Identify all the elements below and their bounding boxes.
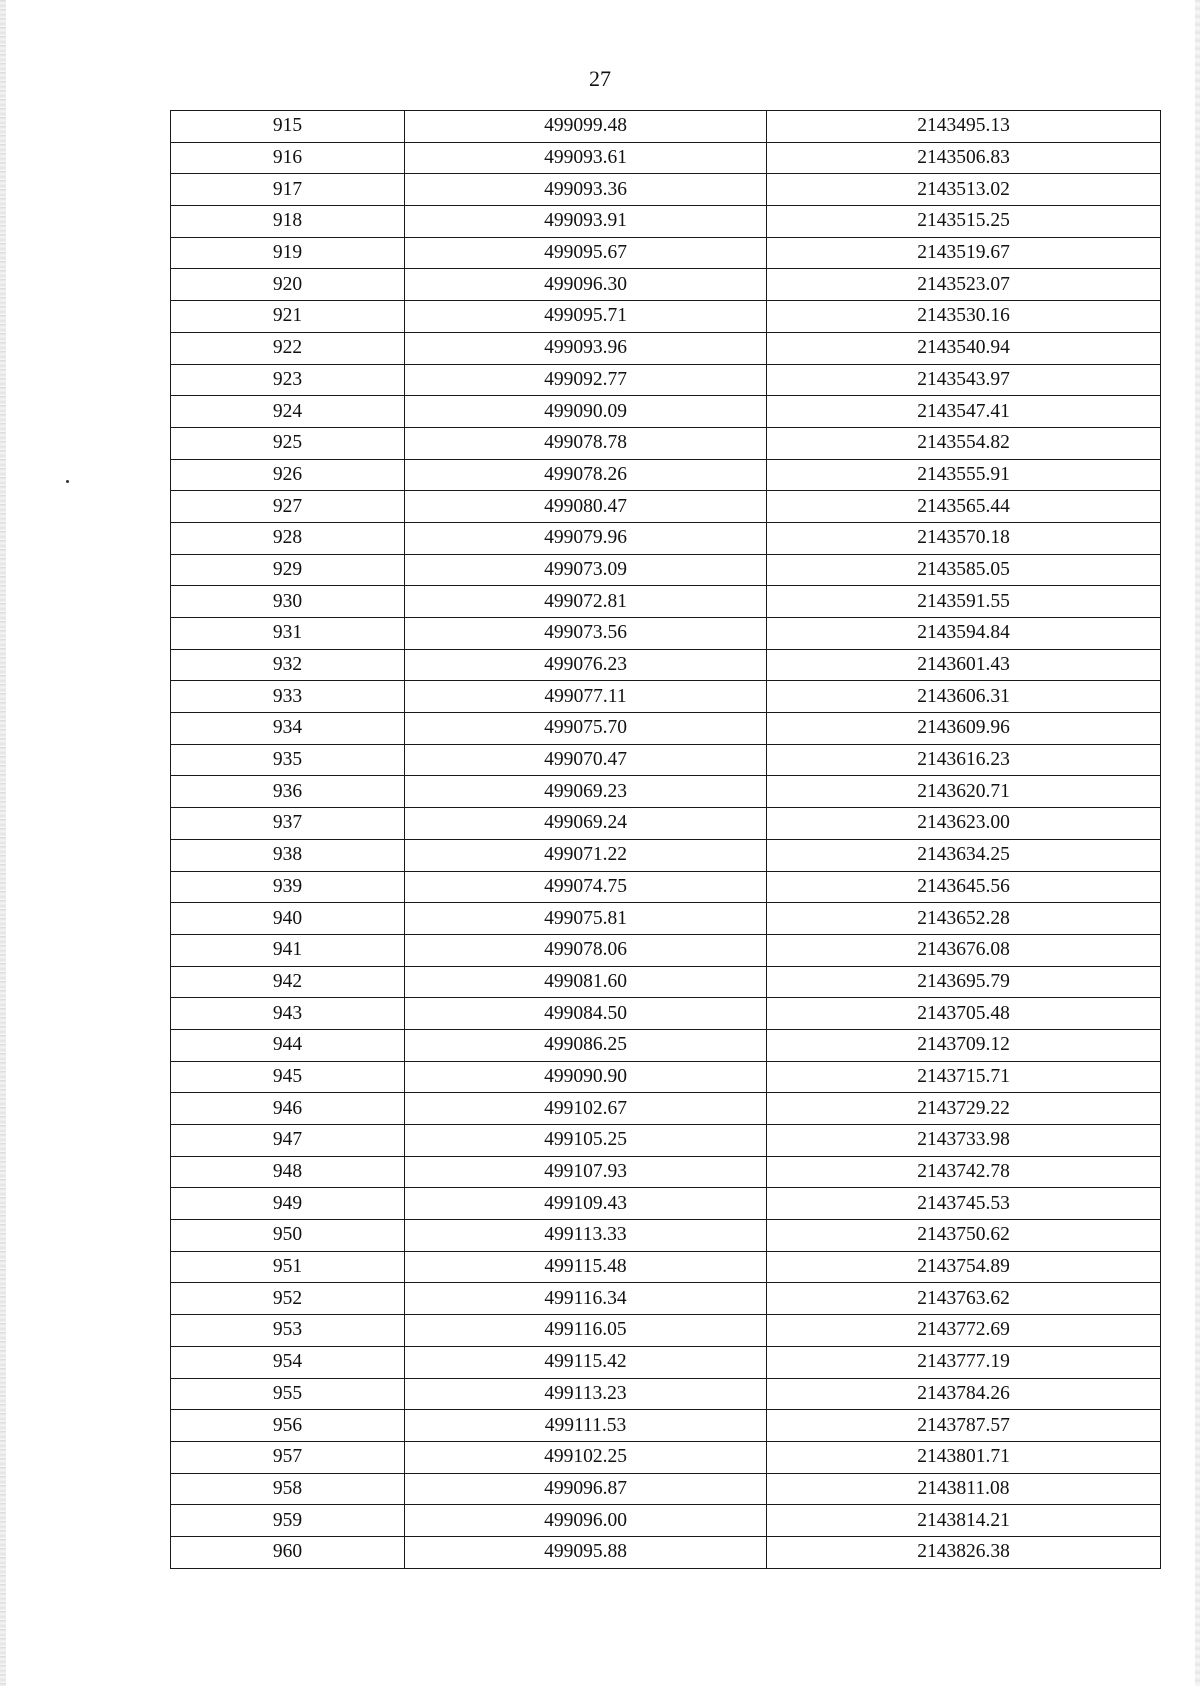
y-coordinate-cell: 2143814.21 [767, 1505, 1161, 1537]
point-number-cell: 943 [171, 998, 405, 1030]
point-number-cell: 916 [171, 142, 405, 174]
y-coordinate-cell: 2143547.41 [767, 396, 1161, 428]
point-number-cell: 944 [171, 1029, 405, 1061]
x-coordinate-cell: 499071.22 [405, 839, 767, 871]
table-row [171, 1029, 1161, 1061]
coordinates-table [170, 110, 1161, 1569]
table-row [171, 1505, 1161, 1537]
table-row [171, 427, 1161, 459]
point-number-cell: 930 [171, 586, 405, 618]
y-coordinate-cell: 2143754.89 [767, 1251, 1161, 1283]
x-coordinate-cell: 499078.06 [405, 934, 767, 966]
y-coordinate-cell: 2143523.07 [767, 269, 1161, 301]
point-number-cell: 922 [171, 332, 405, 364]
x-coordinate-cell: 499093.36 [405, 174, 767, 206]
x-coordinate-cell: 499077.11 [405, 681, 767, 713]
x-coordinate-cell: 499093.96 [405, 332, 767, 364]
point-number-cell: 956 [171, 1410, 405, 1442]
point-number-cell: 932 [171, 649, 405, 681]
y-coordinate-cell: 2143506.83 [767, 142, 1161, 174]
table-row [171, 111, 1161, 143]
point-number-cell: 941 [171, 934, 405, 966]
table-row [171, 649, 1161, 681]
point-number-cell: 920 [171, 269, 405, 301]
point-number-cell: 921 [171, 301, 405, 333]
x-coordinate-cell: 499075.70 [405, 713, 767, 745]
point-number-cell: 953 [171, 1315, 405, 1347]
point-number-cell: 931 [171, 618, 405, 650]
x-coordinate-cell: 499075.81 [405, 903, 767, 935]
table-row [171, 1188, 1161, 1220]
point-number-cell: 928 [171, 522, 405, 554]
table-row [171, 332, 1161, 364]
y-coordinate-cell: 2143715.71 [767, 1061, 1161, 1093]
coordinates-table-body [171, 111, 1161, 1569]
table-row [171, 1315, 1161, 1347]
y-coordinate-cell: 2143811.08 [767, 1473, 1161, 1505]
point-number-cell: 936 [171, 776, 405, 808]
table-row [171, 1283, 1161, 1315]
x-coordinate-cell: 499076.23 [405, 649, 767, 681]
y-coordinate-cell: 2143784.26 [767, 1378, 1161, 1410]
x-coordinate-cell: 499113.23 [405, 1378, 767, 1410]
y-coordinate-cell: 2143801.71 [767, 1441, 1161, 1473]
x-coordinate-cell: 499084.50 [405, 998, 767, 1030]
table-row [171, 364, 1161, 396]
point-number-cell: 917 [171, 174, 405, 206]
point-number-cell: 919 [171, 237, 405, 269]
y-coordinate-cell: 2143530.16 [767, 301, 1161, 333]
y-coordinate-cell: 2143709.12 [767, 1029, 1161, 1061]
y-coordinate-cell: 2143742.78 [767, 1156, 1161, 1188]
y-coordinate-cell: 2143750.62 [767, 1220, 1161, 1252]
y-coordinate-cell: 2143515.25 [767, 206, 1161, 238]
x-coordinate-cell: 499096.87 [405, 1473, 767, 1505]
x-coordinate-cell: 499113.33 [405, 1220, 767, 1252]
x-coordinate-cell: 499116.34 [405, 1283, 767, 1315]
table-row [171, 618, 1161, 650]
table-row [171, 966, 1161, 998]
point-number-cell: 934 [171, 713, 405, 745]
x-coordinate-cell: 499078.26 [405, 459, 767, 491]
point-number-cell: 942 [171, 966, 405, 998]
table-row [171, 744, 1161, 776]
table-row [171, 839, 1161, 871]
y-coordinate-cell: 2143540.94 [767, 332, 1161, 364]
table-row [171, 871, 1161, 903]
y-coordinate-cell: 2143733.98 [767, 1125, 1161, 1157]
y-coordinate-cell: 2143495.13 [767, 111, 1161, 143]
x-coordinate-cell: 499107.93 [405, 1156, 767, 1188]
x-coordinate-cell: 499115.42 [405, 1346, 767, 1378]
point-number-cell: 952 [171, 1283, 405, 1315]
x-coordinate-cell: 499111.53 [405, 1410, 767, 1442]
y-coordinate-cell: 2143594.84 [767, 618, 1161, 650]
point-number-cell: 933 [171, 681, 405, 713]
point-number-cell: 935 [171, 744, 405, 776]
table-row [171, 1251, 1161, 1283]
y-coordinate-cell: 2143623.00 [767, 808, 1161, 840]
x-coordinate-cell: 499069.24 [405, 808, 767, 840]
table-row [171, 1378, 1161, 1410]
x-coordinate-cell: 499095.71 [405, 301, 767, 333]
scan-edge-right [1195, 0, 1200, 1686]
y-coordinate-cell: 2143763.62 [767, 1283, 1161, 1315]
y-coordinate-cell: 2143729.22 [767, 1093, 1161, 1125]
y-coordinate-cell: 2143826.38 [767, 1536, 1161, 1568]
table-row [171, 269, 1161, 301]
x-coordinate-cell: 499073.56 [405, 618, 767, 650]
table-row [171, 1093, 1161, 1125]
x-coordinate-cell: 499099.48 [405, 111, 767, 143]
table-row [171, 554, 1161, 586]
table-row [171, 1125, 1161, 1157]
scan-edge-left [0, 0, 6, 1686]
point-number-cell: 923 [171, 364, 405, 396]
y-coordinate-cell: 2143772.69 [767, 1315, 1161, 1347]
y-coordinate-cell: 2143609.96 [767, 713, 1161, 745]
y-coordinate-cell: 2143705.48 [767, 998, 1161, 1030]
point-number-cell: 959 [171, 1505, 405, 1537]
point-number-cell: 946 [171, 1093, 405, 1125]
scan-speck [66, 480, 69, 483]
y-coordinate-cell: 2143601.43 [767, 649, 1161, 681]
y-coordinate-cell: 2143570.18 [767, 522, 1161, 554]
x-coordinate-cell: 499079.96 [405, 522, 767, 554]
x-coordinate-cell: 499086.25 [405, 1029, 767, 1061]
table-row [171, 1441, 1161, 1473]
x-coordinate-cell: 499095.67 [405, 237, 767, 269]
x-coordinate-cell: 499074.75 [405, 871, 767, 903]
x-coordinate-cell: 499096.30 [405, 269, 767, 301]
y-coordinate-cell: 2143645.56 [767, 871, 1161, 903]
table-row [171, 713, 1161, 745]
point-number-cell: 949 [171, 1188, 405, 1220]
table-row [171, 1473, 1161, 1505]
table-row [171, 934, 1161, 966]
x-coordinate-cell: 499080.47 [405, 491, 767, 523]
point-number-cell: 924 [171, 396, 405, 428]
table-row [171, 681, 1161, 713]
y-coordinate-cell: 2143695.79 [767, 966, 1161, 998]
point-number-cell: 937 [171, 808, 405, 840]
table-row [171, 522, 1161, 554]
table-row [171, 1536, 1161, 1568]
table-row [171, 586, 1161, 618]
x-coordinate-cell: 499109.43 [405, 1188, 767, 1220]
table-row [171, 174, 1161, 206]
x-coordinate-cell: 499102.67 [405, 1093, 767, 1125]
y-coordinate-cell: 2143513.02 [767, 174, 1161, 206]
x-coordinate-cell: 499093.91 [405, 206, 767, 238]
x-coordinate-cell: 499096.00 [405, 1505, 767, 1537]
x-coordinate-cell: 499069.23 [405, 776, 767, 808]
y-coordinate-cell: 2143620.71 [767, 776, 1161, 808]
point-number-cell: 955 [171, 1378, 405, 1410]
x-coordinate-cell: 499092.77 [405, 364, 767, 396]
x-coordinate-cell: 499072.81 [405, 586, 767, 618]
y-coordinate-cell: 2143554.82 [767, 427, 1161, 459]
x-coordinate-cell: 499090.90 [405, 1061, 767, 1093]
table-row [171, 903, 1161, 935]
table-row [171, 808, 1161, 840]
x-coordinate-cell: 499078.78 [405, 427, 767, 459]
point-number-cell: 950 [171, 1220, 405, 1252]
table-row [171, 237, 1161, 269]
x-coordinate-cell: 499095.88 [405, 1536, 767, 1568]
y-coordinate-cell: 2143676.08 [767, 934, 1161, 966]
point-number-cell: 958 [171, 1473, 405, 1505]
x-coordinate-cell: 499090.09 [405, 396, 767, 428]
x-coordinate-cell: 499073.09 [405, 554, 767, 586]
y-coordinate-cell: 2143787.57 [767, 1410, 1161, 1442]
x-coordinate-cell: 499116.05 [405, 1315, 767, 1347]
table-row [171, 1346, 1161, 1378]
y-coordinate-cell: 2143585.05 [767, 554, 1161, 586]
page-number: 27 [589, 66, 611, 91]
point-number-cell: 947 [171, 1125, 405, 1157]
y-coordinate-cell: 2143745.53 [767, 1188, 1161, 1220]
y-coordinate-cell: 2143616.23 [767, 744, 1161, 776]
x-coordinate-cell: 499081.60 [405, 966, 767, 998]
point-number-cell: 927 [171, 491, 405, 523]
table-row [171, 396, 1161, 428]
y-coordinate-cell: 2143652.28 [767, 903, 1161, 935]
table-row [171, 1061, 1161, 1093]
point-number-cell: 918 [171, 206, 405, 238]
point-number-cell: 915 [171, 111, 405, 143]
y-coordinate-cell: 2143519.67 [767, 237, 1161, 269]
table-row [171, 998, 1161, 1030]
y-coordinate-cell: 2143565.44 [767, 491, 1161, 523]
point-number-cell: 957 [171, 1441, 405, 1473]
table-row [171, 301, 1161, 333]
table-row [171, 1410, 1161, 1442]
table-row [171, 1220, 1161, 1252]
point-number-cell: 939 [171, 871, 405, 903]
point-number-cell: 926 [171, 459, 405, 491]
y-coordinate-cell: 2143777.19 [767, 1346, 1161, 1378]
point-number-cell: 951 [171, 1251, 405, 1283]
y-coordinate-cell: 2143591.55 [767, 586, 1161, 618]
x-coordinate-cell: 499102.25 [405, 1441, 767, 1473]
table-row [171, 142, 1161, 174]
x-coordinate-cell: 499115.48 [405, 1251, 767, 1283]
y-coordinate-cell: 2143543.97 [767, 364, 1161, 396]
table-row [171, 776, 1161, 808]
table-row [171, 206, 1161, 238]
point-number-cell: 925 [171, 427, 405, 459]
table-row [171, 459, 1161, 491]
y-coordinate-cell: 2143555.91 [767, 459, 1161, 491]
table-row [171, 1156, 1161, 1188]
table-row [171, 491, 1161, 523]
point-number-cell: 954 [171, 1346, 405, 1378]
point-number-cell: 948 [171, 1156, 405, 1188]
y-coordinate-cell: 2143606.31 [767, 681, 1161, 713]
point-number-cell: 940 [171, 903, 405, 935]
x-coordinate-cell: 499070.47 [405, 744, 767, 776]
x-coordinate-cell: 499093.61 [405, 142, 767, 174]
point-number-cell: 929 [171, 554, 405, 586]
point-number-cell: 945 [171, 1061, 405, 1093]
point-number-cell: 960 [171, 1536, 405, 1568]
x-coordinate-cell: 499105.25 [405, 1125, 767, 1157]
y-coordinate-cell: 2143634.25 [767, 839, 1161, 871]
point-number-cell: 938 [171, 839, 405, 871]
